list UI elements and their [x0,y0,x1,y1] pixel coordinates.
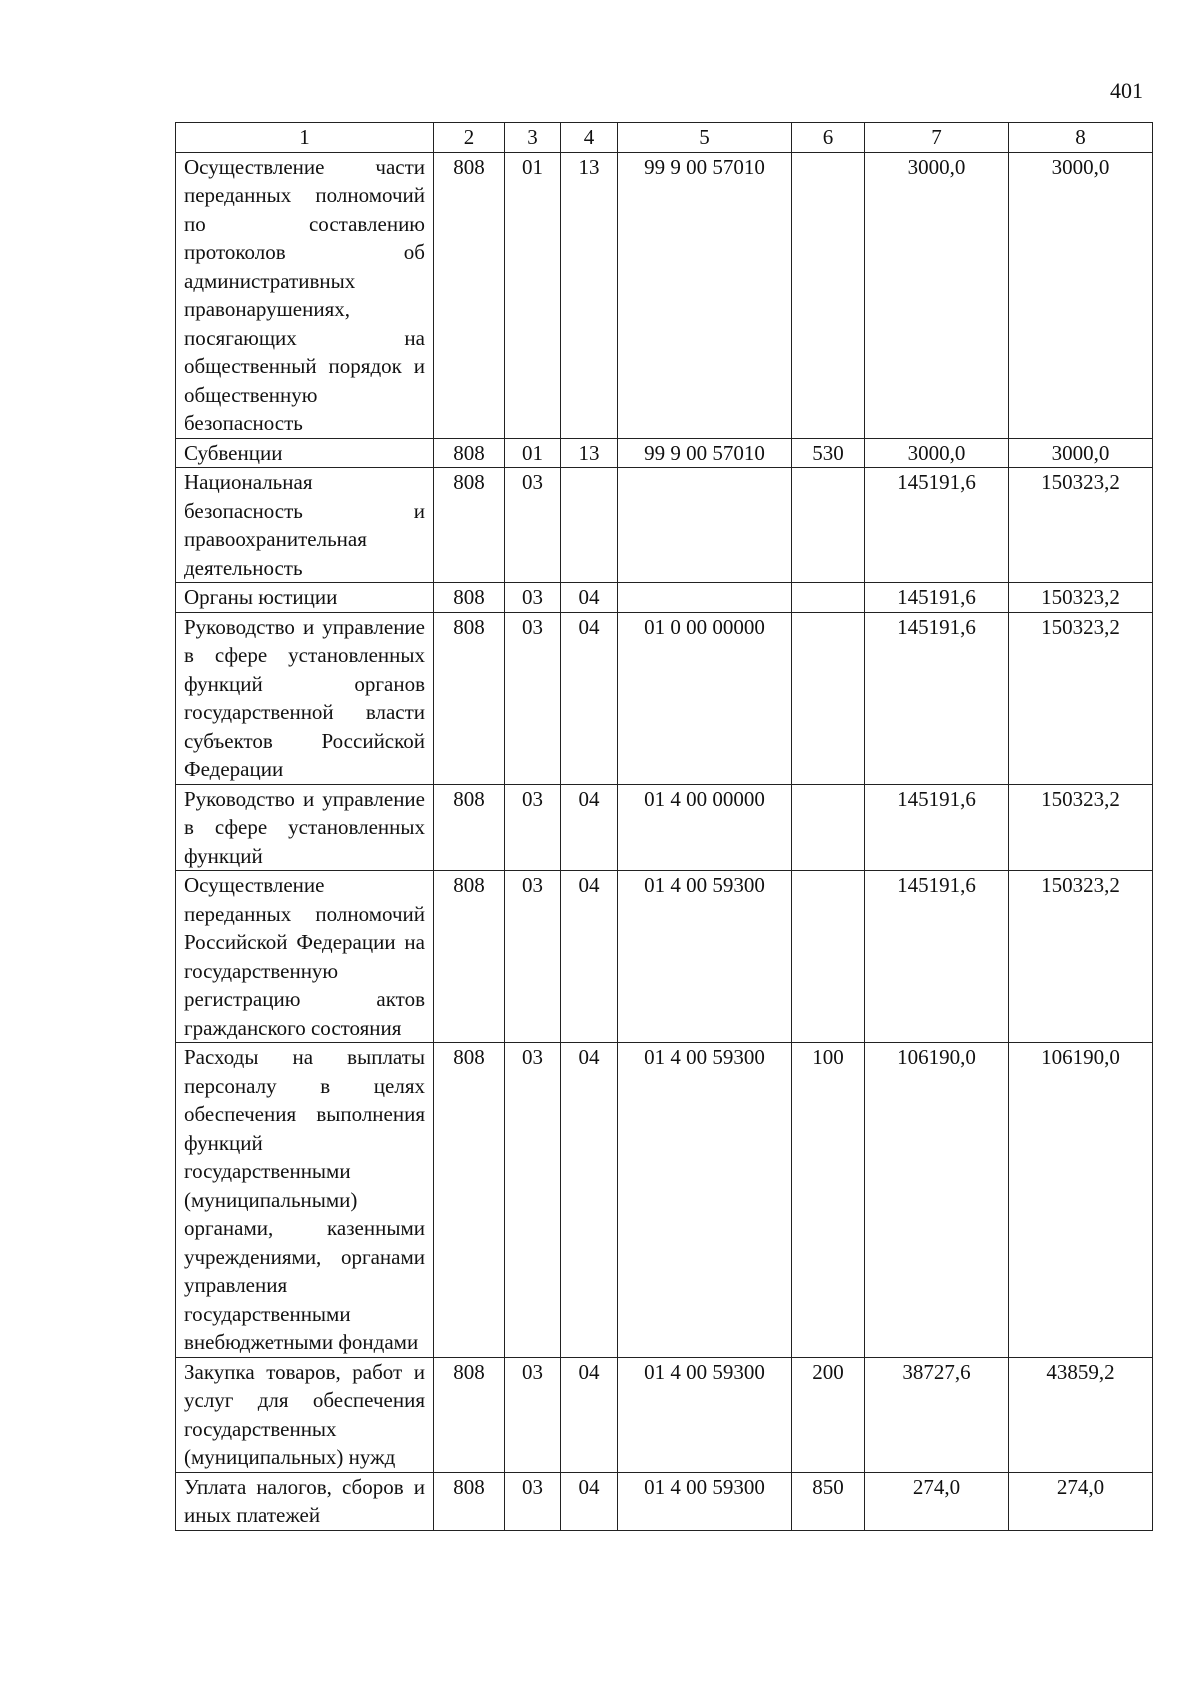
chapter-code-cell: 808 [434,784,505,871]
table-row [176,152,1153,438]
chapter-code-cell: 808 [434,468,505,583]
section-code-cell: 01 [505,438,561,468]
chapter-code-cell: 808 [434,1043,505,1358]
subsection-code-cell: 04 [561,1043,618,1358]
chapter-code-cell: 808 [434,1472,505,1530]
section-code-cell: 01 [505,152,561,438]
section-code-cell: 03 [505,583,561,613]
target-article-cell: 99 9 00 57010 [618,152,792,438]
table-row [176,1357,1153,1472]
target-article-cell [618,583,792,613]
row-name-cell: Осуществление части переданных полномочий по составлению протоколов об административных правонарушениях, посягающих на общественный порядок и общественную безопасность [176,152,434,438]
expense-type-cell: 100 [792,1043,865,1358]
section-code-cell: 03 [505,1472,561,1530]
amount-year1-cell: 145191,6 [865,583,1009,613]
table-row [176,1043,1153,1358]
section-code-cell: 03 [505,1357,561,1472]
column-header: 6 [792,123,865,153]
row-name-cell: Расходы на выплаты персоналу в целях обеспечения выполнения функций государственными (муниципальными) органами, казенными учреждениями, органами управления государственными внебюджетными фондами [176,1043,434,1358]
budget-table [175,122,1153,1531]
chapter-code-cell: 808 [434,438,505,468]
amount-year2-cell: 150323,2 [1009,871,1153,1043]
amount-year1-cell: 274,0 [865,1472,1009,1530]
row-name-cell: Руководство и управление в сфере установленных функций [176,784,434,871]
row-name-cell: Закупка товаров, работ и услуг для обеспечения государственных (муниципальных) нужд [176,1357,434,1472]
expense-type-cell: 200 [792,1357,865,1472]
expense-type-cell [792,871,865,1043]
amount-year2-cell: 3000,0 [1009,438,1153,468]
section-code-cell: 03 [505,1043,561,1358]
subsection-code-cell: 04 [561,1472,618,1530]
section-code-cell: 03 [505,468,561,583]
subsection-code-cell: 04 [561,583,618,613]
target-article-cell: 01 4 00 59300 [618,1472,792,1530]
target-article-cell: 01 4 00 00000 [618,784,792,871]
expense-type-cell: 850 [792,1472,865,1530]
table-row [176,784,1153,871]
subsection-code-cell: 04 [561,612,618,784]
table-row [176,468,1153,583]
amount-year1-cell: 38727,6 [865,1357,1009,1472]
amount-year2-cell: 150323,2 [1009,583,1153,613]
amount-year2-cell: 43859,2 [1009,1357,1153,1472]
amount-year1-cell: 106190,0 [865,1043,1009,1358]
amount-year1-cell: 145191,6 [865,468,1009,583]
column-header: 5 [618,123,792,153]
row-name-cell: Уплата налогов, сборов и иных платежей [176,1472,434,1530]
column-header: 1 [176,123,434,153]
subsection-code-cell [561,468,618,583]
amount-year1-cell: 3000,0 [865,438,1009,468]
expense-type-cell [792,612,865,784]
amount-year2-cell: 150323,2 [1009,468,1153,583]
subsection-code-cell: 13 [561,438,618,468]
table-body [176,152,1153,1530]
amount-year2-cell: 3000,0 [1009,152,1153,438]
subsection-code-cell: 04 [561,1357,618,1472]
target-article-cell: 01 4 00 59300 [618,1043,792,1358]
expense-type-cell [792,152,865,438]
amount-year1-cell: 145191,6 [865,784,1009,871]
row-name-cell: Осуществление переданных полномочий Российской Федерации на государственную регистрацию актов гражданского состояния [176,871,434,1043]
target-article-cell: 01 4 00 59300 [618,871,792,1043]
subsection-code-cell: 04 [561,784,618,871]
column-header: 2 [434,123,505,153]
amount-year2-cell: 274,0 [1009,1472,1153,1530]
expense-type-cell [792,468,865,583]
column-header: 7 [865,123,1009,153]
chapter-code-cell: 808 [434,612,505,784]
column-header: 3 [505,123,561,153]
column-header: 8 [1009,123,1153,153]
page-number: 401 [1110,78,1143,103]
chapter-code-cell: 808 [434,871,505,1043]
amount-year1-cell: 145191,6 [865,612,1009,784]
section-code-cell: 03 [505,871,561,1043]
chapter-code-cell: 808 [434,583,505,613]
chapter-code-cell: 808 [434,1357,505,1472]
section-code-cell: 03 [505,612,561,784]
table-header [176,123,1153,153]
expense-type-cell [792,784,865,871]
amount-year2-cell: 150323,2 [1009,612,1153,784]
table-row [176,871,1153,1043]
amount-year1-cell: 145191,6 [865,871,1009,1043]
chapter-code-cell: 808 [434,152,505,438]
section-code-cell: 03 [505,784,561,871]
table-row [176,612,1153,784]
row-name-cell: Органы юстиции [176,583,434,613]
row-name-cell: Руководство и управление в сфере установленных функций органов государственной власти субъектов Российской Федерации [176,612,434,784]
table-row [176,438,1153,468]
table-row [176,583,1153,613]
amount-year1-cell: 3000,0 [865,152,1009,438]
expense-type-cell [792,583,865,613]
expense-type-cell: 530 [792,438,865,468]
table-row [176,1472,1153,1530]
target-article-cell: 01 0 00 00000 [618,612,792,784]
target-article-cell [618,468,792,583]
subsection-code-cell: 13 [561,152,618,438]
row-name-cell: Национальная безопасность и правоохранительная деятельность [176,468,434,583]
column-header: 4 [561,123,618,153]
target-article-cell: 01 4 00 59300 [618,1357,792,1472]
target-article-cell: 99 9 00 57010 [618,438,792,468]
subsection-code-cell: 04 [561,871,618,1043]
amount-year2-cell: 150323,2 [1009,784,1153,871]
header-row [176,123,1153,153]
row-name-cell: Субвенции [176,438,434,468]
amount-year2-cell: 106190,0 [1009,1043,1153,1358]
